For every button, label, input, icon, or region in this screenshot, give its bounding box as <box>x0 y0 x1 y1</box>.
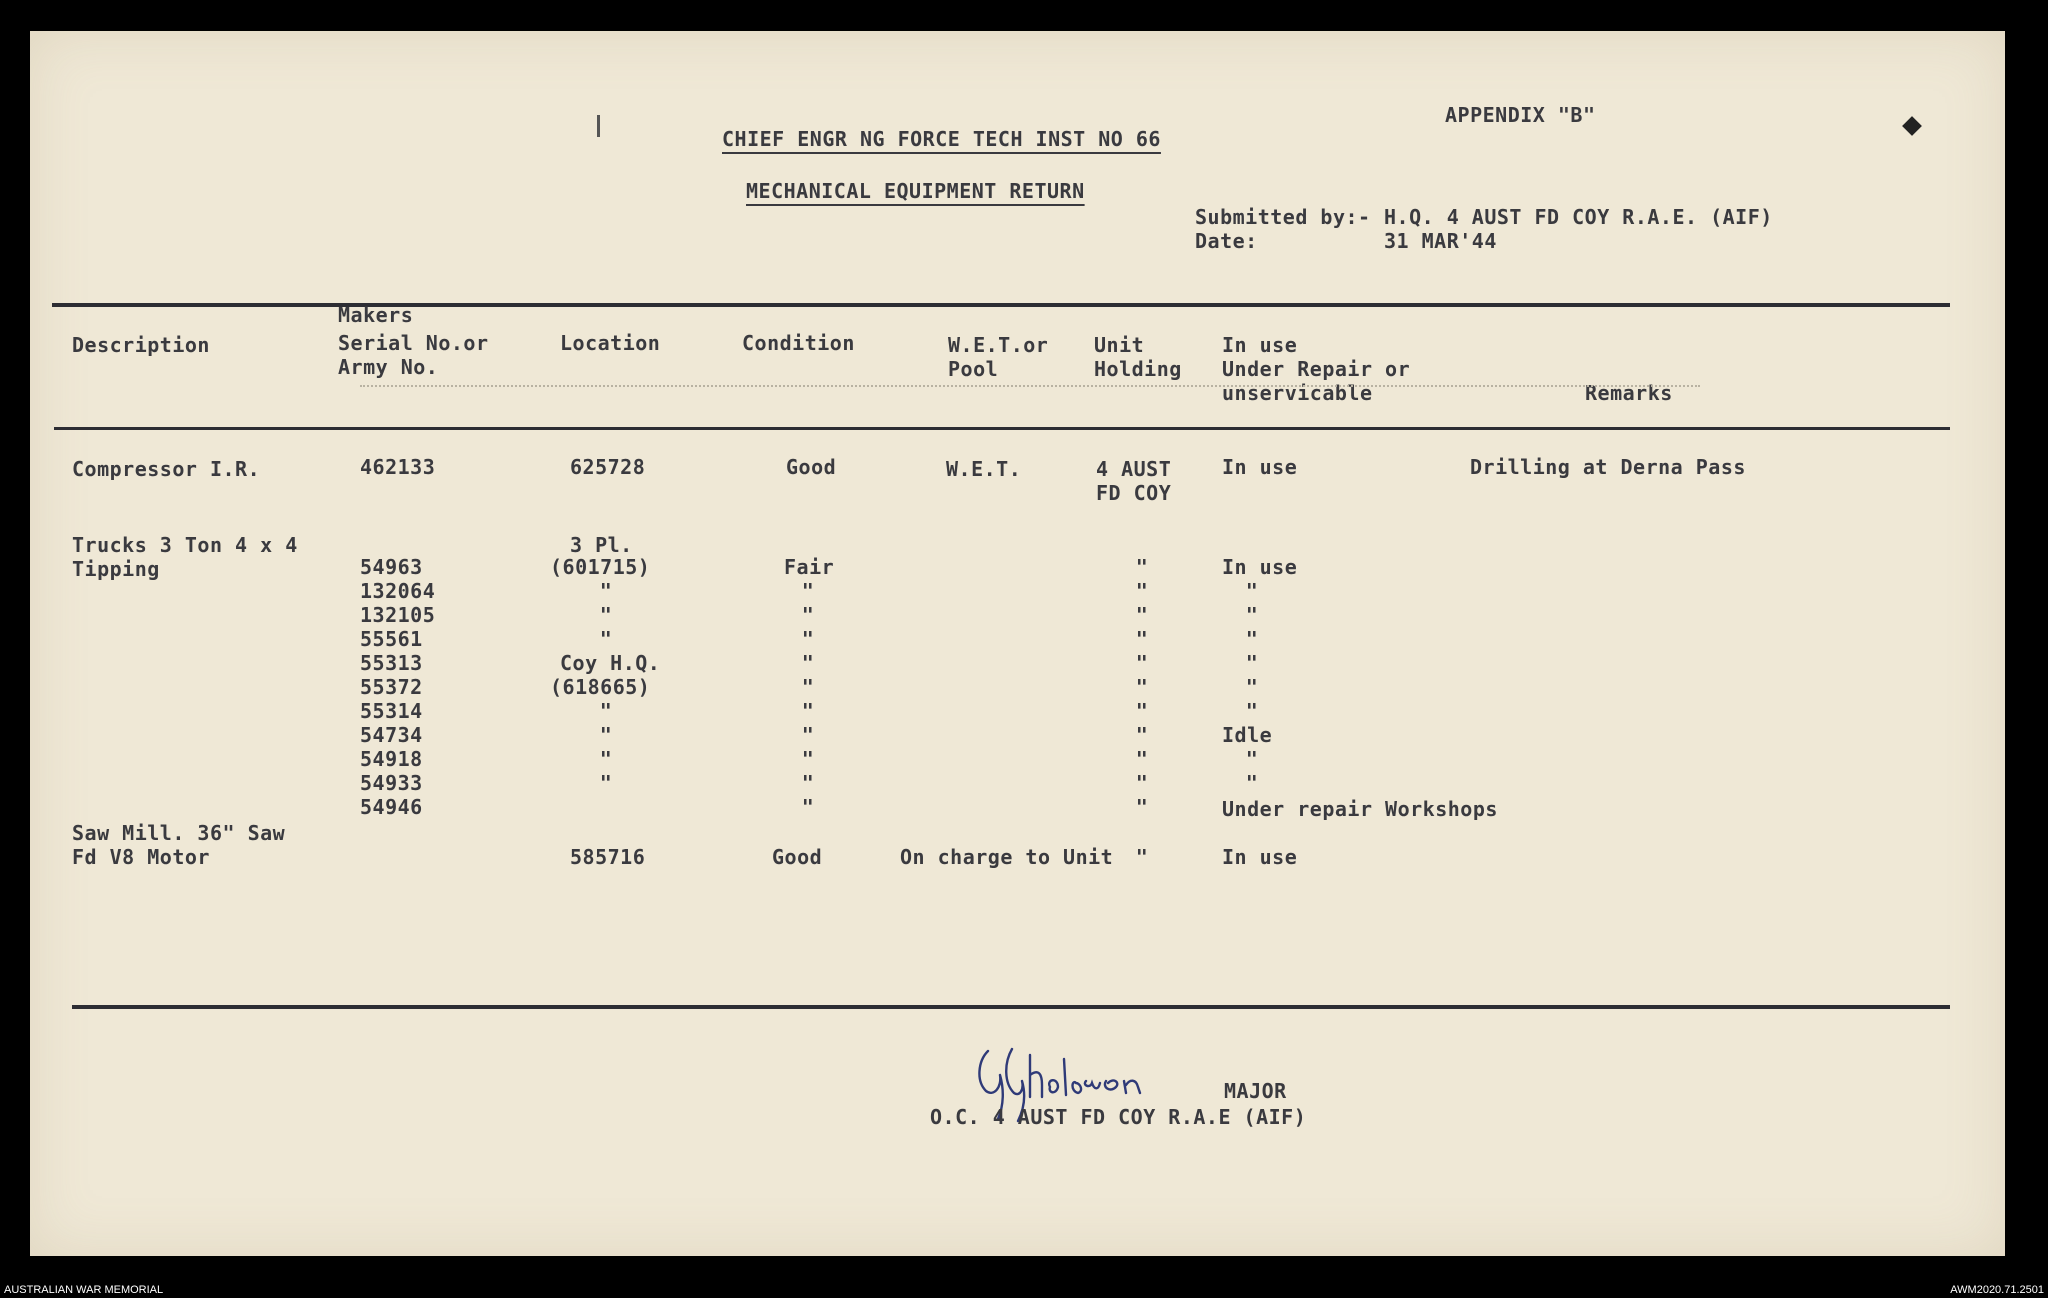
compressor-location: 625728 <box>570 455 646 479</box>
truck-unit: " <box>1135 579 1149 603</box>
column-header-condition: Condition <box>742 331 855 355</box>
truck-use: Idle <box>1222 723 1273 747</box>
document-subtitle: MECHANICAL EQUIPMENT RETURN <box>746 179 1085 203</box>
truck-unit: " <box>1135 675 1149 699</box>
compressor-description: Compressor I.R. <box>72 457 261 481</box>
appendix-label: APPENDIX "B" <box>1445 103 1596 127</box>
column-header-use-line1: In use <box>1222 333 1298 357</box>
truck-condition: " <box>801 699 815 723</box>
truck-unit: " <box>1135 747 1149 771</box>
footer-archive-id: AWM2020.71.2501 <box>1950 1284 2044 1296</box>
truck-condition: " <box>801 579 815 603</box>
truck-condition: " <box>801 627 815 651</box>
compressor-serial: 462133 <box>360 455 436 479</box>
truck-serial: 55314 <box>360 699 423 723</box>
truck-unit: " <box>1135 651 1149 675</box>
truck-location: " <box>599 723 613 747</box>
truck-unit: " <box>1135 771 1149 795</box>
pin-hole-mark <box>1902 116 1922 136</box>
table-bottom-rule <box>72 1005 1950 1009</box>
trucks-description-line1: Trucks 3 Ton 4 x 4 <box>72 533 298 557</box>
truck-condition: " <box>801 795 815 819</box>
truck-serial: 55561 <box>360 627 423 651</box>
header-dotted-line <box>360 385 1700 387</box>
header-bottom-rule <box>54 427 1950 430</box>
submitted-by-value: H.Q. 4 AUST FD COY R.A.E. (AIF) <box>1384 205 1773 229</box>
column-header-remarks: Remarks <box>1585 381 1673 405</box>
column-header-wet-line2: Pool <box>948 357 999 381</box>
truck-condition: " <box>801 603 815 627</box>
truck-use: " <box>1245 627 1259 651</box>
column-header-unit-line2: Holding <box>1094 357 1182 381</box>
column-header-use-line3: unservicable <box>1222 381 1373 405</box>
column-header-serial-line3: Army No. <box>338 355 439 379</box>
truck-serial: 132064 <box>360 579 436 603</box>
sawmill-condition: Good <box>772 845 823 869</box>
truck-use: In use <box>1222 555 1298 579</box>
date-label: Date: <box>1195 229 1258 253</box>
truck-unit: " <box>1135 603 1149 627</box>
signatory-rank: MAJOR <box>1224 1079 1287 1103</box>
truck-use: " <box>1245 603 1259 627</box>
compressor-use: In use <box>1222 455 1298 479</box>
truck-location: Coy H.Q. <box>560 651 661 675</box>
truck-serial: 54946 <box>360 795 423 819</box>
truck-use: " <box>1245 771 1259 795</box>
truck-use: Under repair Workshops <box>1222 797 1498 821</box>
truck-serial: 54734 <box>360 723 423 747</box>
truck-location: " <box>599 747 613 771</box>
truck-serial: 55372 <box>360 675 423 699</box>
compressor-remarks: Drilling at Derna Pass <box>1470 455 1746 479</box>
compressor-unit-line2: FD COY <box>1096 481 1172 505</box>
column-header-serial-line2: Serial No.or <box>338 331 489 355</box>
truck-location: " <box>599 627 613 651</box>
trucks-location-line1: 3 Pl. <box>570 533 633 557</box>
sawmill-location: 585716 <box>570 845 646 869</box>
truck-serial: 54933 <box>360 771 423 795</box>
truck-condition: " <box>801 651 815 675</box>
compressor-wet: W.E.T. <box>946 457 1022 481</box>
truck-location: " <box>599 579 613 603</box>
truck-serial: 132105 <box>360 603 436 627</box>
truck-location: (618665) <box>550 675 651 699</box>
column-header-use-line2: Under Repair or <box>1222 357 1411 381</box>
truck-location: " <box>599 699 613 723</box>
truck-unit: " <box>1135 795 1149 819</box>
compressor-condition: Good <box>786 455 837 479</box>
sawmill-use: In use <box>1222 845 1298 869</box>
truck-condition: Fair <box>784 555 835 579</box>
truck-condition: " <box>801 723 815 747</box>
sawmill-unit: " <box>1135 845 1149 869</box>
truck-use: " <box>1245 699 1259 723</box>
truck-serial: 54918 <box>360 747 423 771</box>
truck-serial: 55313 <box>360 651 423 675</box>
trucks-description-line2: Tipping <box>72 557 160 581</box>
truck-unit: " <box>1135 555 1149 579</box>
sawmill-description-line2: Fd V8 Motor <box>72 845 210 869</box>
truck-unit: " <box>1135 723 1149 747</box>
truck-location: " <box>599 771 613 795</box>
column-header-wet-line1: W.E.T.or <box>948 333 1049 357</box>
date-value: 31 MAR'44 <box>1384 229 1497 253</box>
document-title: CHIEF ENGR NG FORCE TECH INST NO 66 <box>722 127 1161 151</box>
pencil-mark <box>597 115 600 137</box>
compressor-unit-line1: 4 AUST <box>1096 457 1172 481</box>
truck-condition: " <box>801 771 815 795</box>
sawmill-description-line1: Saw Mill. 36" Saw <box>72 821 286 845</box>
truck-location: " <box>599 603 613 627</box>
sawmill-wet: On charge to Unit <box>900 845 1114 869</box>
truck-condition: " <box>801 675 815 699</box>
table-top-rule <box>52 303 1950 307</box>
truck-use: " <box>1245 579 1259 603</box>
truck-serial: 54963 <box>360 555 423 579</box>
truck-condition: " <box>801 747 815 771</box>
truck-unit: " <box>1135 627 1149 651</box>
truck-unit: " <box>1135 699 1149 723</box>
truck-location: (601715) <box>550 555 651 579</box>
column-header-location: Location <box>560 331 661 355</box>
truck-use: " <box>1245 747 1259 771</box>
column-header-serial-line1: Makers <box>338 303 414 327</box>
column-header-description: Description <box>72 333 210 357</box>
document-page <box>30 31 2005 1256</box>
footer-archive-name: AUSTRALIAN WAR MEMORIAL <box>4 1284 164 1296</box>
signatory-position: O.C. 4 AUST FD COY R.A.E (AIF) <box>930 1105 1307 1129</box>
truck-use: " <box>1245 651 1259 675</box>
submitted-by-label: Submitted by:- <box>1195 205 1371 229</box>
truck-use: " <box>1245 675 1259 699</box>
column-header-unit-line1: Unit <box>1094 333 1145 357</box>
